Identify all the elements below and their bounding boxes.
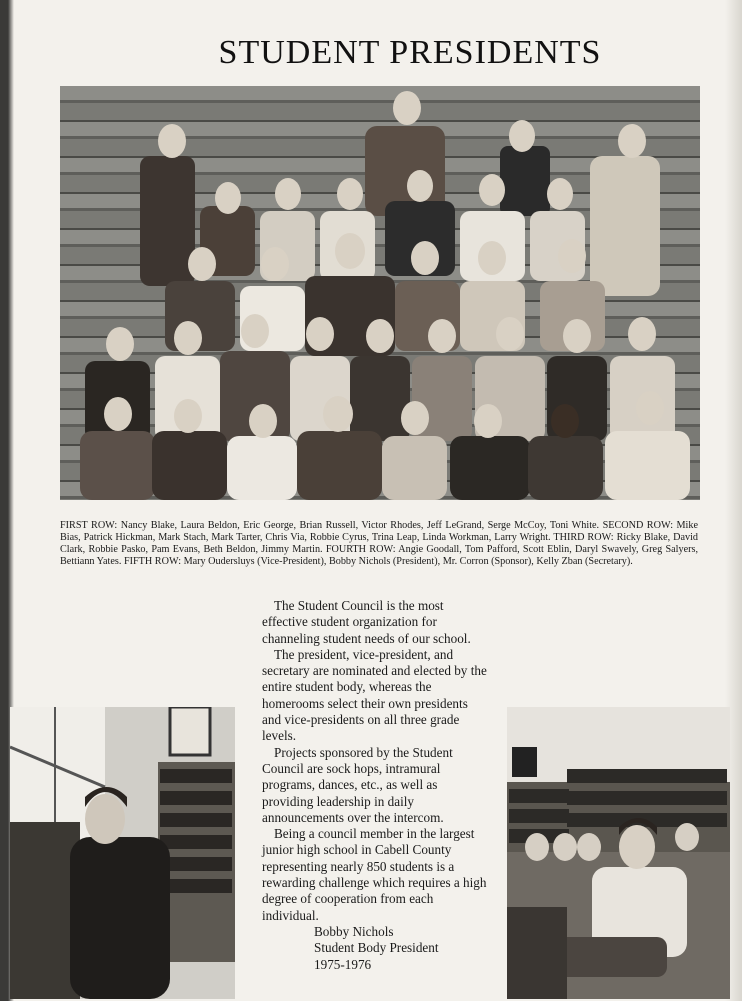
signature-years: 1975-1976 [314, 956, 372, 972]
page-title: STUDENT PRESIDENTS [218, 34, 602, 71]
assembly-photo [507, 707, 730, 999]
paragraph-4: Being a council member in the largest junior high school in Cabell County representing nearly 850 students is a rewarding challenge which requires a high degree of cooperation from each individual. [262, 826, 487, 923]
signature-role: Student Body President [314, 940, 439, 956]
photo-caption: FIRST ROW: Nancy Blake, Laura Beldon, Eric George, Brian Russell, Victor Rhodes, Jeff LeGrand, Serge McCoy, Toni White. SECOND ROW: Mike Bias, Patrick Hickman, Mark Stach, Mark Tarter, Chris Via, Robbie Cyrus, Trina Leap, Linda Workman, Larry Wright. THIRD ROW: Ricky Blake, David Clark, Robbie Pasko, Pam Evans, Beth Beldon, Jimmy Martin. FOURTH ROW: Angie Goodall, Tom Pafford, Scott Eblin, Daryl Swavely, Greg Salyers, Bettiann Yates. FIFTH ROW: Mary Oudersluys (Vice-President), Bobby Nichols (President), Mr. Corron (Sponsor), Kelly Zban (Secretary). [60, 520, 698, 567]
assembly-photo-scene [507, 707, 730, 999]
paragraph-3: Projects sponsored by the Student Council are sock hops, intramural programs, dances, etc., as well as providing leadership in daily announcements over the intercom. [262, 744, 453, 825]
signature-name: Bobby Nichols [314, 923, 394, 939]
paragraph-1: The Student Council is the most effective student organization for channeling student needs of our school. [262, 598, 471, 646]
article-body [262, 598, 488, 973]
sponsor-photo-scene [10, 707, 235, 999]
sponsor-photo [10, 707, 235, 999]
group-photo-figures [60, 86, 700, 500]
group-photo [60, 86, 700, 500]
paragraph-2: The president, vice-president, and secretary are nominated and elected by the entire student body, whereas the homerooms select their own presidents and vice-presidents on all three grade levels. [262, 646, 487, 744]
